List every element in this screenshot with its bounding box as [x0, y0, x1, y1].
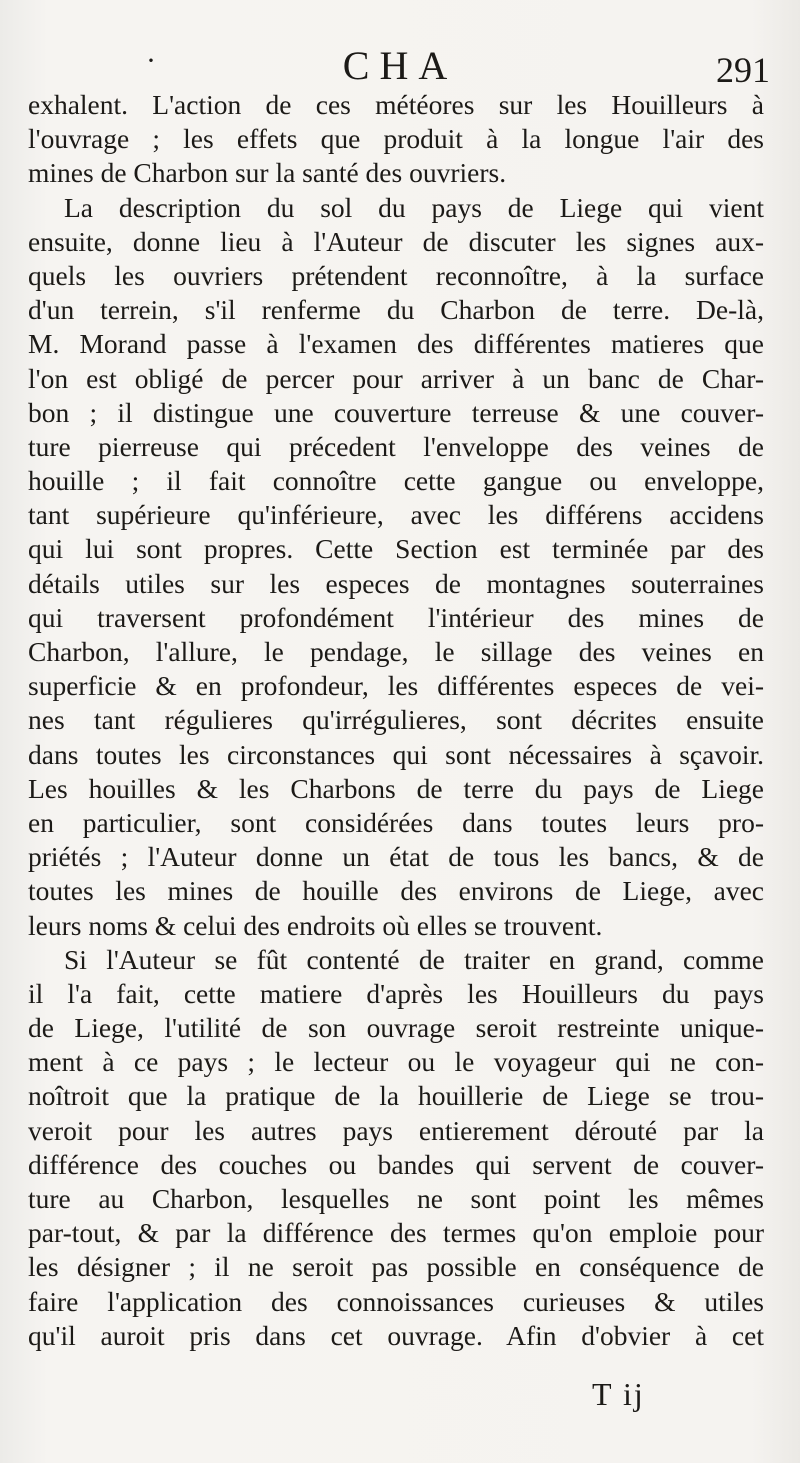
text-line: leurs noms & celui des endroits où elles se trouvent. — [28, 909, 603, 941]
text-line: Si l'Auteur se fût contenté de traiter en grand, comme — [64, 943, 764, 975]
header-mark: · — [146, 44, 156, 77]
text-line: mines de Charbon sur la santé des ouvriers. — [28, 157, 507, 189]
text-line: il l'a fait, cette matiere d'après les Houilleurs du pays — [28, 977, 764, 1009]
signature-mark: T ij — [592, 1376, 645, 1412]
running-head: CHA — [342, 43, 458, 88]
text-line: tant supérieure qu'inférieure, avec les différens accidens — [28, 499, 764, 531]
page-number: 291 — [716, 50, 770, 90]
text-line: noîtroit que la pratique de la houillerie de Liege se trou- — [28, 1080, 764, 1112]
text-line: qui traversent profondément l'intérieur des mines de — [28, 601, 764, 633]
text-line: faire l'application des connoissances curieuses & utiles — [28, 1285, 764, 1317]
text-line: priétés ; l'Auteur donne un état de tous les bancs, & de — [28, 841, 764, 873]
text-line: bon ; il distingue une couverture terreuse & une couver- — [28, 396, 764, 428]
text-line: ture pierreuse qui précedent l'enveloppe des veines de — [28, 430, 764, 462]
text-line: qu'il auroit pris dans cet ouvrage. Afin d'obvier à cet — [28, 1319, 764, 1351]
text-line: Charbon, l'allure, le pendage, le sillage des veines en — [28, 636, 764, 667]
text-line: l'on est obligé de percer pour arriver à un banc de Char- — [28, 362, 764, 394]
text-line: nes tant régulieres qu'irrégulieres, sont décrites ensuite — [28, 704, 764, 736]
text-line: Les houilles & les Charbons de terre du pays de Liege — [28, 772, 764, 804]
body-text — [28, 88, 764, 1353]
text-line: de Liege, l'utilité de son ouvrage seroit restreinte unique- — [28, 1012, 764, 1044]
text-line: ensuite, donne lieu à l'Auteur de discuter les signes aux- — [28, 225, 764, 257]
text-line: qui lui sont propres. Cette Section est terminée par des — [28, 533, 764, 565]
page-header — [0, 40, 800, 92]
text-line: en particulier, sont considérées dans toutes leurs pro- — [28, 806, 764, 838]
text-line: M. Morand passe à l'examen des différentes matieres que — [28, 328, 764, 360]
text-line: détails utiles sur les especes de montagnes souterraines — [28, 567, 764, 599]
text-line: exhalent. L'action de ces météores sur les Houilleurs à — [28, 89, 764, 120]
text-line: par-tout, & par la différence des termes qu'on emploie pour — [28, 1217, 764, 1249]
text-line: dans toutes les circonstances qui sont nécessaires à sçavoir. — [28, 738, 764, 770]
text-line: La description du sol du pays de Liege qui vient — [64, 191, 764, 223]
text-line: différence des couches ou bandes qui servent de couver- — [28, 1148, 764, 1180]
text-line: d'un terrein, s'il renferme du Charbon de terre. De-là, — [28, 294, 764, 326]
text-line: quels les ouvriers prétendent reconnoître, à la surface — [28, 259, 764, 291]
text-line: l'ouvrage ; les effets que produit à la longue l'air des — [28, 123, 764, 155]
text-line: superficie & en profondeur, les différentes especes de vei- — [28, 670, 764, 702]
text-line: veroit pour les autres pays entierement dérouté par la — [28, 1114, 764, 1146]
text-line: ture au Charbon, lesquelles ne sont point les mêmes — [28, 1183, 764, 1214]
text-line: houille ; il fait connoître cette gangue ou enveloppe, — [28, 465, 764, 497]
text-line: les désigner ; il ne seroit pas possible en conséquence de — [28, 1251, 764, 1283]
text-line: toutes les mines de houille des environs de Liege, avec — [28, 875, 764, 907]
text-line: ment à ce pays ; le lecteur ou le voyageur qui ne con- — [28, 1046, 764, 1078]
